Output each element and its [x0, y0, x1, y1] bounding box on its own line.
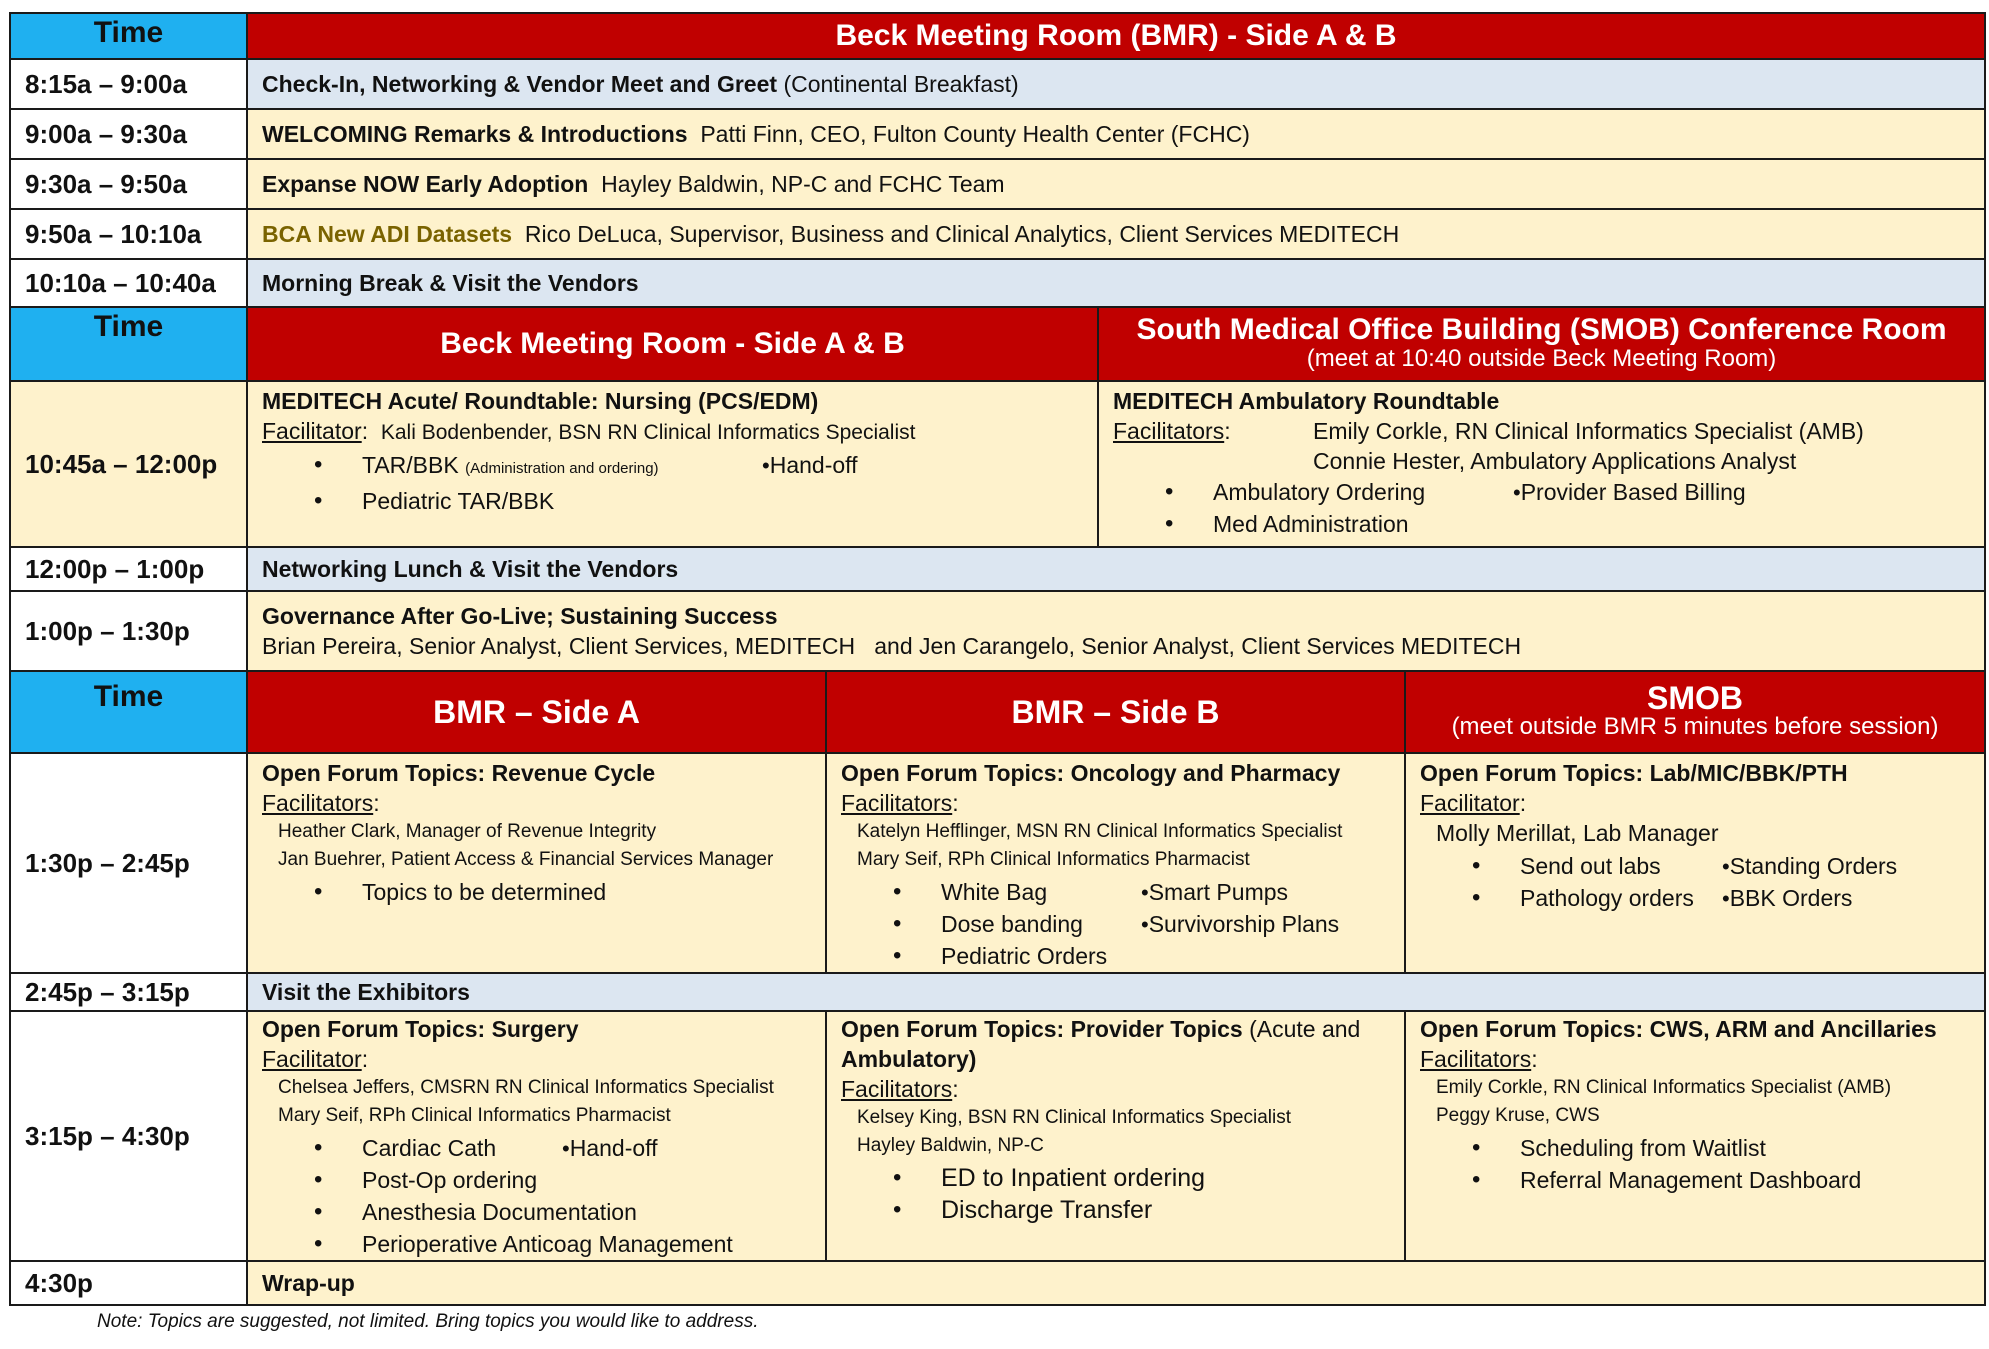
row-title: Morning Break & Visit the Vendors: [262, 270, 639, 296]
session-row: [10, 1011, 1985, 1261]
session-title: Open Forum Topics: Provider Topics: [841, 1016, 1243, 1042]
row-title: BCA New ADI Datasets: [262, 221, 513, 247]
facilitator-name: Kelsey King, BSN RN Clinical Informatics Specialist: [857, 1107, 1291, 1128]
facilitator-name: Peggy Kruse, CWS: [1436, 1105, 1600, 1126]
agenda-row: [10, 591, 1985, 671]
agenda-table: [9, 12, 1986, 1306]
inline-topic: • Smart Pumps: [1141, 876, 1288, 909]
facilitator-name: Hayley Baldwin, NP-C: [857, 1135, 1044, 1156]
row-time: 3:15p – 4:30p: [10, 1011, 247, 1261]
facilitator-name: Molly Merillat, Lab Manager: [1436, 820, 1719, 846]
header-row-1: [10, 13, 1985, 59]
session-title-tail: (Acute and: [1249, 1016, 1361, 1042]
session-title: Open Forum Topics: Lab/MIC/BBK/PTH: [1420, 760, 1848, 786]
session-cell-a: Open Forum Topics: Surgery Facilitator: Chelsea Jeffers, CMSRN RN Clinical Informatics Specialist Mary Seif, RPh Clinical Informatics Pharmacist • Cardiac Cath • Hand-off • Post-Op ordering • Anesthesia Documentation • Perioperative Anticoag Management: [247, 1011, 826, 1261]
inline-topic: • Standing Orders: [1722, 850, 1897, 883]
agenda: [9, 12, 1984, 1306]
facilitator-name: Kali Bodenbender, BSN RN Clinical Informatics Specialist: [380, 421, 916, 444]
row-content: [247, 973, 1985, 1011]
row-detail: Brian Pereira, Senior Analyst, Client Services, MEDITECH and Jen Carangelo, Senior Analyst, Client Services MEDITECH: [262, 633, 1522, 659]
session-title: Open Forum Topics: Revenue Cycle: [262, 760, 656, 786]
list-item: • Anesthesia Documentation: [262, 1196, 811, 1228]
row-time: 10:45a – 12:00p: [10, 381, 247, 547]
room-header: Beck Meeting Room (BMR) - Side A & B: [247, 13, 1985, 59]
list-item: • Topics to be determined: [262, 876, 811, 908]
facilitator-name: Emily Corkle, RN Clinical Informatics Specialist (AMB): [1313, 418, 1864, 444]
session-cell-b: Open Forum Topics: Oncology and Pharmacy Facilitators: Katelyn Hefflinger, MSN RN Clinical Informatics Specialist Mary Seif, RPh Clinical Informatics Pharmacist • White Bag • Smart Pumps • Dose banding • Survivorship Plans • Pediatric Orders: [826, 753, 1405, 973]
list-item: • Referral Management Dashboard: [1420, 1164, 1970, 1196]
facilitator-name: Heather Clark, Manager of Revenue Integrity: [278, 821, 657, 842]
list-item: • ED to Inpatient ordering: [841, 1162, 1390, 1194]
row-detail: Rico DeLuca, Supervisor, Business and Clinical Analytics, Client Services MEDITECH: [524, 221, 1400, 247]
room-b-title: South Medical Office Building (SMOB) Conference Room: [1136, 313, 1947, 346]
agenda-row: [10, 159, 1985, 209]
list-item: • Pathology orders • BBK Orders: [1420, 882, 1970, 914]
session-cell-c: Open Forum Topics: Lab/MIC/BBK/PTH Facilitator: Molly Merillat, Lab Manager • Send out labs • Standing Orders • Pathology orders • BBK Orders: [1405, 753, 1985, 973]
inline-topic: • Provider Based Billing: [1513, 476, 1746, 509]
col-header-b: BMR – Side B: [826, 671, 1405, 753]
agenda-row: [10, 547, 1985, 591]
session-row: [10, 753, 1985, 973]
agenda-row: [10, 59, 1985, 109]
topic-list: [841, 1162, 1390, 1226]
facilitator-label: Facilitators: [1113, 418, 1225, 444]
session-title: Open Forum Topics: Surgery: [262, 1016, 579, 1042]
row-content: [247, 109, 1985, 159]
time-header: Time: [10, 671, 247, 753]
list-item: • Pediatric TAR/BBK: [262, 485, 1083, 517]
row-title: Governance After Go-Live; Sustaining Success: [262, 603, 778, 629]
inline-topic: • Hand-off: [562, 1132, 658, 1165]
row-title: Networking Lunch & Visit the Vendors: [262, 556, 679, 582]
row-title: Check-In, Networking & Vendor Meet and Greet: [262, 71, 778, 97]
list-item: • Send out labs • Standing Orders: [1420, 850, 1970, 882]
row-title: Wrap-up: [262, 1270, 355, 1296]
facilitator-label: Facilitator: [262, 1046, 362, 1072]
facilitator-name: Chelsea Jeffers, CMSRN RN Clinical Informatics Specialist: [278, 1077, 774, 1098]
row-time: 9:00a – 9:30a: [10, 109, 247, 159]
row-detail: Hayley Baldwin, NP-C and FCHC Team: [601, 171, 1005, 197]
row-time: 8:15a – 9:00a: [10, 59, 247, 109]
session-title: Open Forum Topics: Oncology and Pharmacy: [841, 760, 1341, 786]
row-content: [247, 591, 1985, 671]
row-content: [247, 1261, 1985, 1305]
room-b-subtitle: (meet at 10:40 outside Beck Meeting Room): [1306, 345, 1777, 372]
row-detail: Patti Finn, CEO, Fulton County Health Center (FCHC): [700, 121, 1250, 147]
header-row-2: [10, 307, 1985, 381]
row-time: 9:30a – 9:50a: [10, 159, 247, 209]
facilitator-name: Connie Hester, Ambulatory Applications Analyst: [1313, 448, 1797, 474]
facilitator-label: Facilitator: [262, 418, 362, 444]
room-header-a: Beck Meeting Room - Side A & B: [247, 307, 1098, 381]
facilitator-label: Facilitators: [1420, 1046, 1532, 1072]
session-cell-b: MEDITECH Ambulatory Roundtable Facilitators: Emily Corkle, RN Clinical Informatics Specialist (AMB) Connie Hester, Ambulatory Applications Analyst • Ambulatory Ordering • Provider Based Billing • Med Administration: [1098, 381, 1985, 547]
list-item: • TAR/BBK (Administration and ordering) • Hand-off: [262, 449, 1083, 485]
list-item: • Med Administration: [1113, 508, 1970, 540]
session-cell-c: Open Forum Topics: CWS, ARM and Ancillaries Facilitators: Emily Corkle, RN Clinical Informatics Specialist (AMB) Peggy Kruse, CWS • Scheduling from Waitlist • Referral Management Dashboard: [1405, 1011, 1985, 1261]
inline-topic: • Survivorship Plans: [1141, 908, 1339, 941]
list-item: • Scheduling from Waitlist: [1420, 1132, 1970, 1164]
row-time: 12:00p – 1:00p: [10, 547, 247, 591]
time-header: Time: [10, 13, 247, 59]
agenda-row: [10, 1261, 1985, 1305]
facilitator-name: Mary Seif, RPh Clinical Informatics Pharmacist: [278, 1105, 671, 1126]
row-content: [247, 159, 1985, 209]
agenda-row: [10, 109, 1985, 159]
row-time: 10:10a – 10:40a: [10, 259, 247, 307]
inline-topic: • Hand-off: [762, 449, 858, 482]
facilitator-label: Facilitator: [1420, 790, 1520, 816]
row-title: Visit the Exhibitors: [262, 979, 470, 1005]
row-content: [247, 209, 1985, 259]
header-row-3: [10, 671, 1985, 753]
row-time: 2:45p – 3:15p: [10, 973, 247, 1011]
facilitator-label: Facilitators: [841, 790, 953, 816]
row-title: WELCOMING Remarks & Introductions: [262, 121, 688, 147]
session-cell-b: Open Forum Topics: Provider Topics (Acute and Ambulatory) Facilitators: Kelsey King, BSN RN Clinical Informatics Specialist Hayley Baldwin, NP-C • ED to Inpatient ordering • Discharge Transfer: [826, 1011, 1405, 1261]
topic-list: [262, 449, 1083, 517]
topic-list: [262, 1132, 811, 1260]
row-content: [247, 547, 1985, 591]
topic-list: [262, 876, 811, 908]
row-time: 9:50a – 10:10a: [10, 209, 247, 259]
col-header-a: BMR – Side A: [247, 671, 826, 753]
col-c-title: SMOB: [1647, 680, 1743, 716]
agenda-row: [10, 209, 1985, 259]
topic-list: [1113, 476, 1970, 540]
session-cell-a: MEDITECH Acute/ Roundtable: Nursing (PCS/EDM) Facilitator: Kali Bodenbender, BSN RN Clinical Informatics Specialist • TAR/BBK (Administration and ordering) • Hand-off • Pediatric TAR/BBK: [247, 381, 1098, 547]
list-item: • Perioperative Anticoag Management: [262, 1228, 811, 1260]
facilitator-label: Facilitators: [262, 790, 374, 816]
row-content: [247, 59, 1985, 109]
list-item: • Cardiac Cath • Hand-off: [262, 1132, 811, 1164]
topic-list: [1420, 1132, 1970, 1196]
list-item: • Pediatric Orders: [841, 940, 1390, 972]
room-header-b: [1098, 307, 1985, 381]
session-title: MEDITECH Acute/ Roundtable: Nursing (PCS/EDM): [262, 388, 819, 414]
session-title: MEDITECH Ambulatory Roundtable: [1113, 388, 1500, 414]
list-item: • Discharge Transfer: [841, 1194, 1390, 1226]
session-title: Open Forum Topics: CWS, ARM and Ancillaries: [1420, 1016, 1937, 1042]
col-c-subtitle: (meet outside BMR 5 minutes before session): [1451, 713, 1939, 740]
topic-list: [841, 876, 1390, 972]
facilitator-name: Jan Buehrer, Patient Access & Financial Services Manager: [278, 849, 774, 870]
row-title: Expanse NOW Early Adoption: [262, 171, 589, 197]
list-item: • Dose banding • Survivorship Plans: [841, 908, 1390, 940]
session-cell-a: Open Forum Topics: Revenue Cycle Facilitators: Heather Clark, Manager of Revenue Integrity Jan Buehrer, Patient Access & Financial Services Manager • Topics to be determined: [247, 753, 826, 973]
facilitator-name: Emily Corkle, RN Clinical Informatics Specialist (AMB): [1436, 1077, 1892, 1098]
agenda-row: [10, 973, 1985, 1011]
row-time: 1:00p – 1:30p: [10, 591, 247, 671]
list-item: • Post-Op ordering: [262, 1164, 811, 1196]
facilitator-label: Facilitators: [841, 1076, 953, 1102]
time-header: Time: [10, 307, 247, 381]
col-header-c: [1405, 671, 1985, 753]
agenda-row: [10, 259, 1985, 307]
session-row: [10, 381, 1985, 547]
topic-list: [1420, 850, 1970, 914]
list-item: • Ambulatory Ordering • Provider Based Billing: [1113, 476, 1970, 508]
row-detail: (Continental Breakfast): [783, 71, 1019, 97]
facilitator-name: Katelyn Hefflinger, MSN RN Clinical Informatics Specialist: [857, 821, 1343, 842]
list-item: • White Bag • Smart Pumps: [841, 876, 1390, 908]
row-time: 4:30p: [10, 1261, 247, 1305]
footnote: Note: Topics are suggested, not limited. Bring topics you would like to address.: [97, 1311, 759, 1332]
row-time: 1:30p – 2:45p: [10, 753, 247, 973]
inline-topic: • BBK Orders: [1722, 882, 1852, 915]
facilitator-name: Mary Seif, RPh Clinical Informatics Pharmacist: [857, 849, 1250, 870]
row-content: [247, 259, 1985, 307]
session-title-line2: Ambulatory): [841, 1046, 977, 1072]
